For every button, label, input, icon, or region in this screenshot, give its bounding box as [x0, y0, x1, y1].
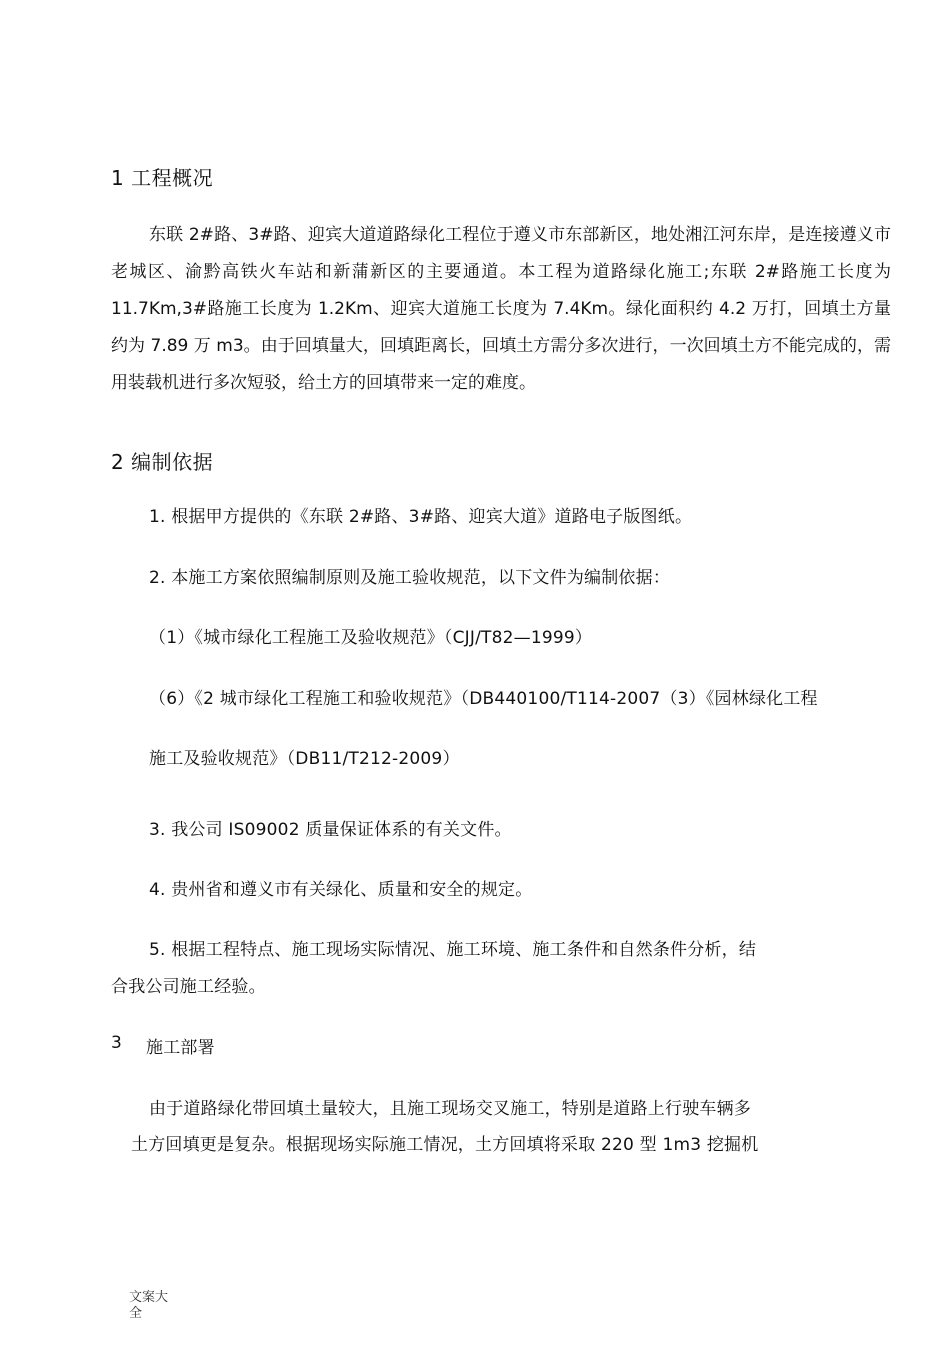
reference-2-line-2: 施工及验收规范》（DB11/T212-2009） [149, 749, 460, 769]
basis-item-3: 3. 我公司 IS09002 质量保证体系的有关文件。 [149, 820, 512, 840]
footer-watermark [129, 1290, 179, 1322]
basis-item-5-line-1: 5. 根据工程特点、施工现场实际情况、施工环境、施工条件和自然条件分析，结 [149, 940, 757, 960]
section-3-line-2: 土方回填更是复杂。根据现场实际施工情况，土方回填将采取 220 型 1m3 挖掘机 [131, 1135, 759, 1155]
reference-1: （1）《城市绿化工程施工及验收规范》（CJJ/T82—1999） [149, 628, 593, 648]
reference-2-line-1: （6）《2 城市绿化工程施工和验收规范》（DB440100/T114-2007（3）《园林绿化工程 [149, 689, 818, 709]
basis-item-2: 2. 本施工方案依照编制原则及施工验收规范，以下文件为编制依据： [149, 568, 671, 588]
section-3-line-1: 由于道路绿化带回填土量较大，且施工现场交叉施工，特别是道路上行驶车辆多 [149, 1099, 751, 1119]
section-3-heading-number: 3 [111, 1033, 123, 1053]
section-3-heading-text: 施工部署 [146, 1038, 215, 1058]
basis-item-1: 1. 根据甲方提供的《东联 2#路、3#路、迎宾大道》道路电子版图纸。 [149, 507, 693, 527]
footer-line-2: 全 [129, 1306, 143, 1321]
section-2-heading: 2 编制依据 [111, 450, 214, 474]
basis-item-4: 4. 贵州省和遵义市有关绿化、质量和安全的规定。 [149, 880, 533, 900]
section-1-paragraph: 东联 2#路、3#路、迎宾大道道路绿化工程位于遵义市东部新区，地处湘江河东岸，是连接遵义市老城区、渝黔高铁火车站和新蒲新区的主要通道。本工程为道路绿化施工;东联 2#路施工长度为 11.7Km,3#路施工长度为 1.2Km、迎宾大道施工长度为 7.4Km。绿化面积约 4.2 万打，回填土方量约为 7.89 万 m3。由于回填量大，回填距离长，回填土方需分多次进行，一次回填土方不能完成的，需用装载机进行多次短驳，给土方的回填带来一定的难度。 [111, 225, 891, 393]
basis-item-5-line-2: 合我公司施工经验。 [111, 977, 266, 997]
footer-line-1: 文案大 [129, 1290, 169, 1305]
section-1-heading: 1 工程概况 [111, 166, 214, 190]
